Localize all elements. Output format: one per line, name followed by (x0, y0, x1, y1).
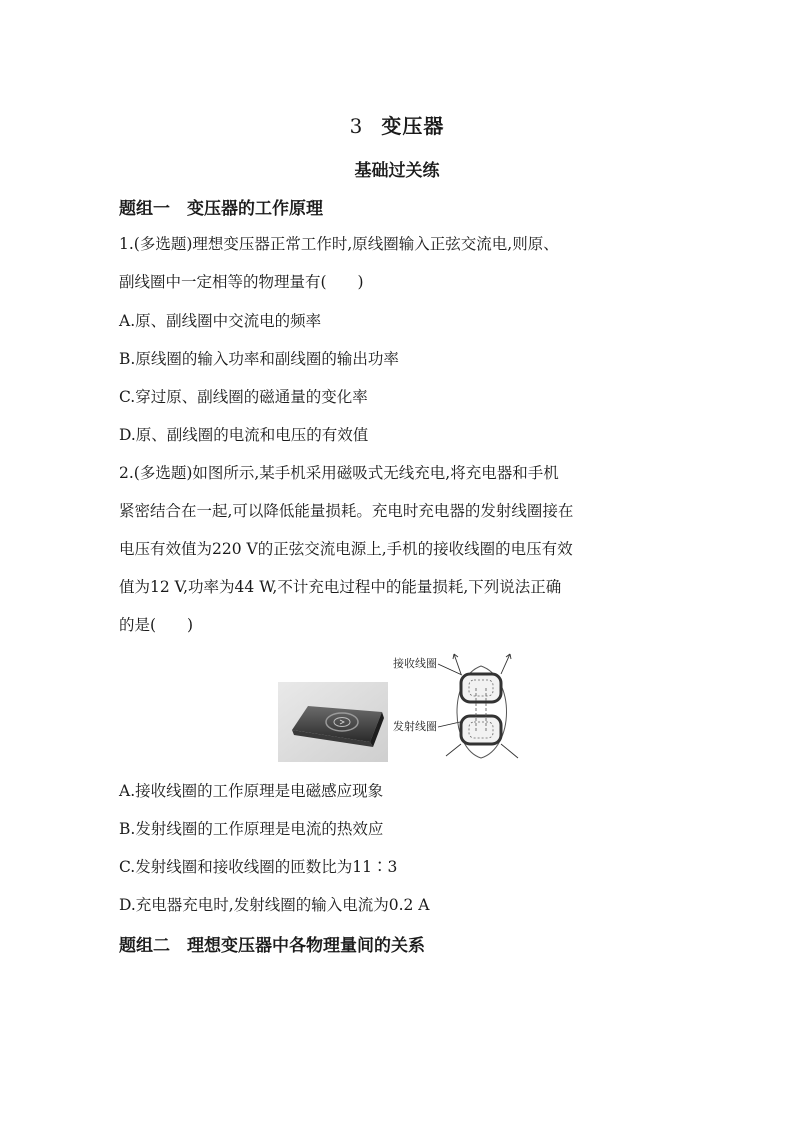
group-heading-2: 题组二 理想变压器中各物理量间的关系 (119, 936, 425, 956)
transmit-coil-label: 发射线圈 (393, 720, 437, 733)
q2-option-a: A.接收线圈的工作原理是电磁感应现象 (119, 782, 384, 800)
q1-option-a: A.原、副线圈中交流电的频率 (119, 312, 322, 330)
section-title-text: 变压器 (381, 114, 445, 138)
q1-stem-line-1: 1.(多选题)理想变压器正常工作时,原线圈输入正弦交流电,则原、 (119, 235, 559, 253)
receive-coil-label: 接收线圈 (393, 657, 437, 670)
charger-photo (278, 682, 388, 762)
transmit-label-leader (438, 722, 460, 727)
wireless-charging-figure (278, 648, 528, 766)
section-number: 3 (349, 114, 364, 138)
q1-option-d: D.原、副线圈的电流和电压的有效值 (119, 426, 369, 444)
coil-diagram (446, 654, 518, 758)
q1-option-b: B.原线圈的输入功率和副线圈的输出功率 (119, 350, 399, 368)
q2-stem-line-1: 2.(多选题)如图所示,某手机采用磁吸式无线充电,将充电器和手机 (119, 464, 559, 482)
group-heading-1: 题组一 变压器的工作原理 (119, 199, 323, 219)
q1-stem-line-2: 副线圈中一定相等的物理量有( ) (119, 273, 364, 291)
q2-stem-line-4: 值为12 V,功率为44 W,不计充电过程中的能量损耗,下列说法正确 (119, 578, 562, 596)
q2-stem-line-5: 的是( ) (119, 616, 194, 634)
q2-stem-line-2: 紧密结合在一起,可以降低能量损耗。充电时充电器的发射线圈接在 (119, 502, 574, 520)
section-title (0, 110, 794, 139)
q1-option-c: C.穿过原、副线圈的磁通量的变化率 (119, 388, 368, 406)
q2-option-c: C.发射线圈和接收线圈的匝数比为11∶3 (119, 858, 398, 876)
q2-stem-line-3: 电压有效值为220 V的正弦交流电源上,手机的接收线圈的电压有效 (119, 540, 573, 558)
q2-option-b: B.发射线圈的工作原理是电流的热效应 (119, 820, 384, 838)
q2-option-d: D.充电器充电时,发射线圈的输入电流为0.2 A (119, 896, 430, 914)
section-subtitle: 基础过关练 (354, 161, 440, 181)
